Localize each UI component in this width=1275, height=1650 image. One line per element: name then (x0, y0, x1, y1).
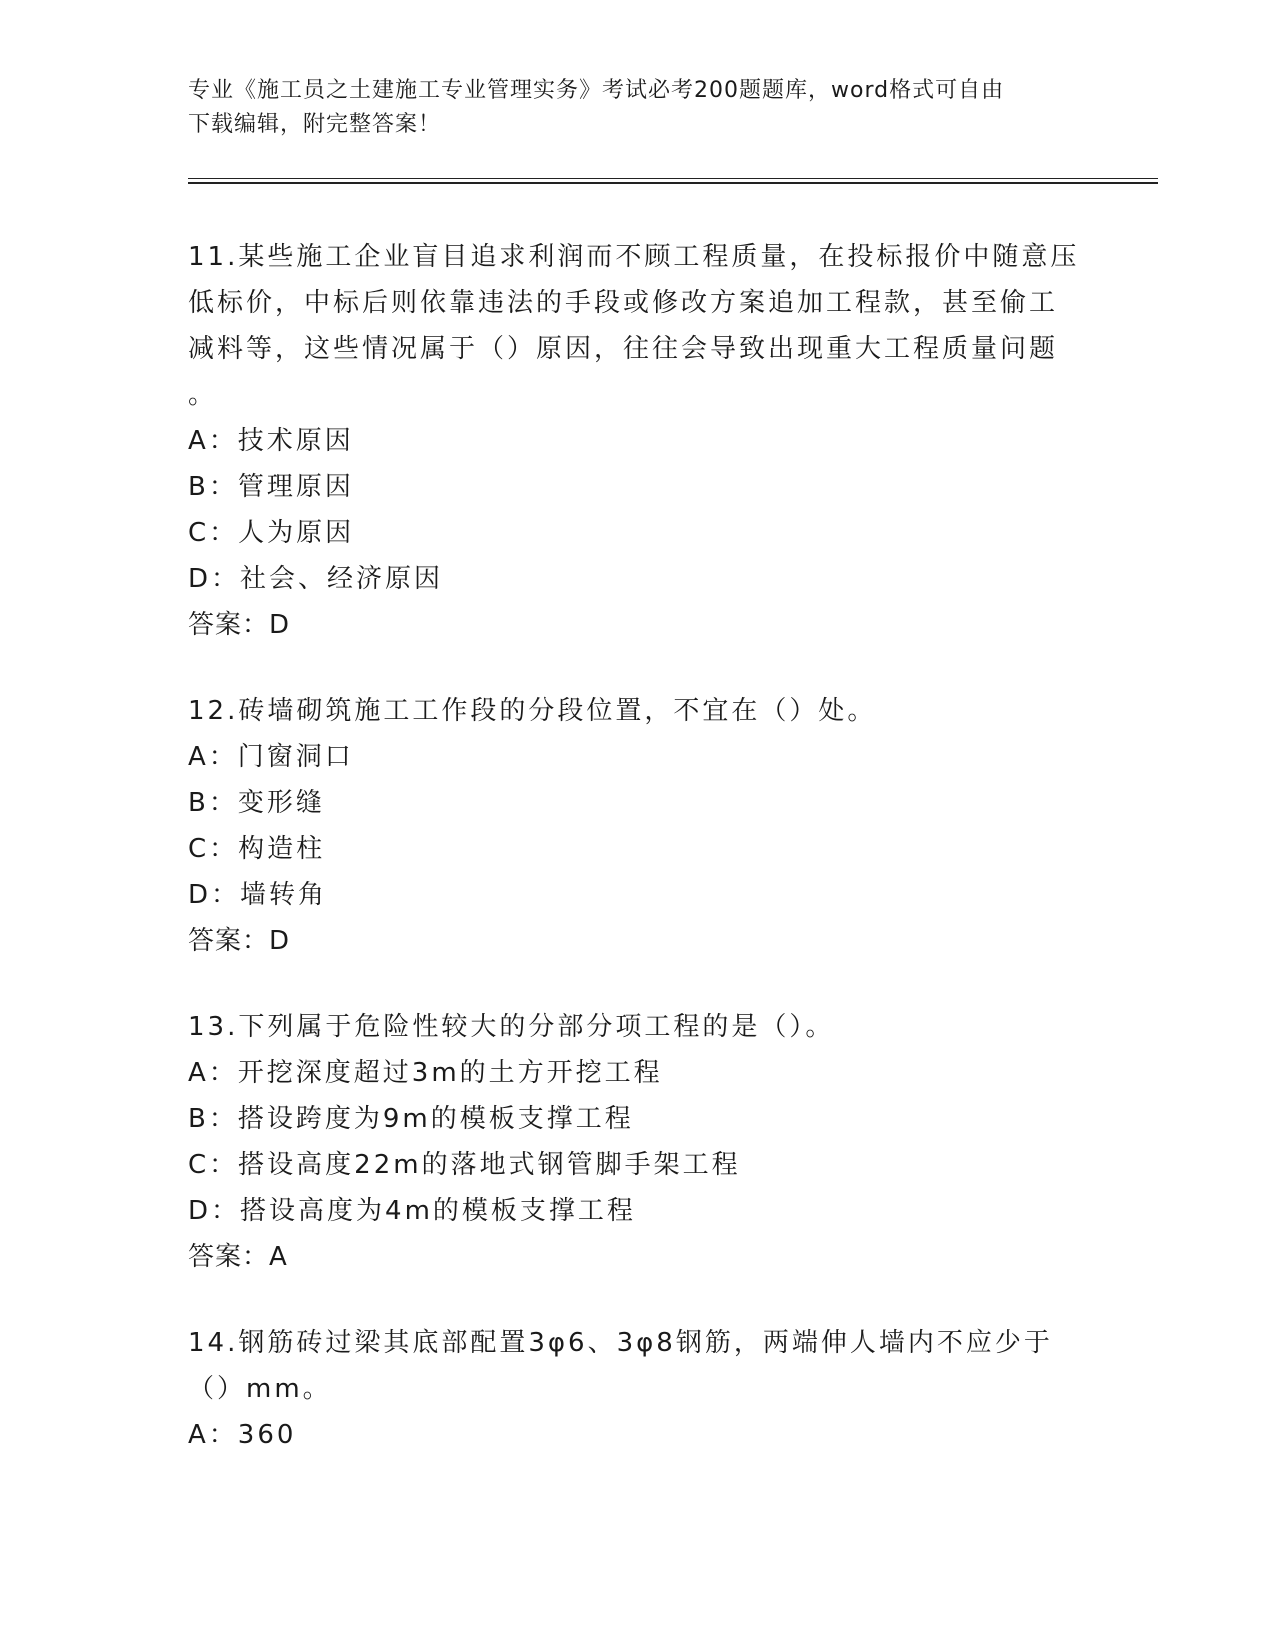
header-line-2: 下载编辑，附完整答案！ (188, 112, 442, 137)
question-stem-line: 13.下列属于危险性较大的分部分项工程的是（）。 (188, 1012, 835, 1042)
question-stem-line: 减料等，这些情况属于（）原因，往往会导致出现重大工程质量问题 (188, 334, 1059, 364)
option-a: A：技术原因 (188, 426, 354, 456)
header-line-1: 专业《施工员之土建施工专业管理实务》考试必考200题题库，word格式可自由 (188, 78, 1005, 103)
option-c: C：人为原因 (188, 518, 355, 548)
answer: 答案：A (188, 1242, 288, 1272)
option-d: D：墙转角 (188, 880, 328, 910)
answer: 答案：D (188, 610, 291, 640)
header-divider-thin (188, 178, 1158, 179)
answer: 答案：D (188, 926, 291, 956)
option-d: D：搭设高度为4m的模板支撑工程 (188, 1196, 636, 1226)
question-stem-line: 11.某些施工企业盲目追求利润而不顾工程质量，在投标报价中随意压 (188, 242, 1080, 272)
option-a: A：开挖深度超过3m的土方开挖工程 (188, 1058, 663, 1088)
question-stem-line: （）mm。 (188, 1374, 332, 1404)
option-b: B：管理原因 (188, 472, 354, 502)
question-stem-line: 14.钢筋砖过梁其底部配置3φ6、3φ8钢筋，两端伸人墙内不应少于 (188, 1328, 1053, 1358)
question-14 (188, 1320, 1088, 1458)
option-c: C：构造柱 (188, 834, 326, 864)
question-12 (188, 688, 1088, 964)
option-a: A：门窗洞口 (188, 742, 354, 772)
question-stem-line: 。 (188, 380, 218, 410)
option-d: D：社会、经济原因 (188, 564, 444, 594)
question-stem-line: 12.砖墙砌筑施工工作段的分段位置，不宜在（）处。 (188, 696, 877, 726)
question-stem-line: 低标价，中标后则依靠违法的手段或修改方案追加工程款，甚至偷工 (188, 288, 1059, 318)
option-b: B：变形缝 (188, 788, 325, 818)
header-divider-thick (188, 182, 1158, 184)
document-header (188, 74, 1088, 142)
question-list (188, 234, 1088, 1498)
option-a: A：360 (188, 1420, 297, 1450)
option-c: C：搭设高度22m的落地式钢管脚手架工程 (188, 1150, 741, 1180)
question-13 (188, 1004, 1088, 1280)
question-11 (188, 234, 1088, 648)
option-b: B：搭设跨度为9m的模板支撑工程 (188, 1104, 634, 1134)
